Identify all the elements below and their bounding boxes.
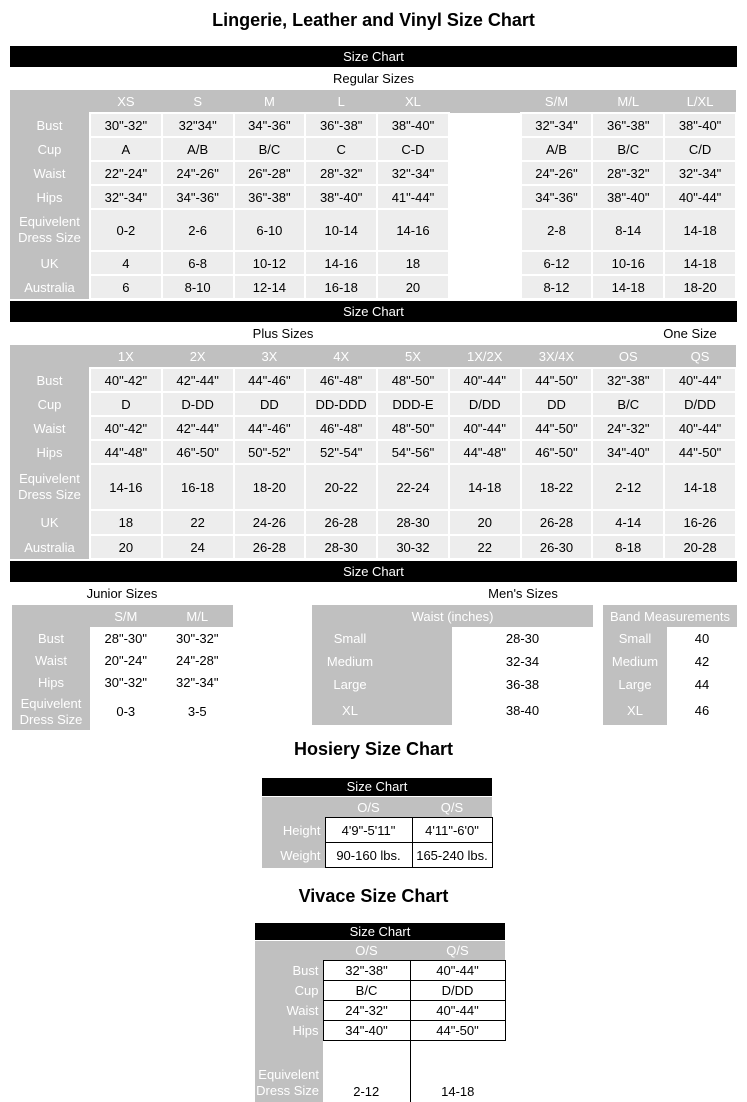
cell-value: 34"-36": [162, 185, 234, 209]
junior-sizes-table: [12, 605, 233, 730]
cell-value: 2-12: [592, 464, 664, 510]
size-chart-bar-hosiery: [262, 778, 492, 796]
column-header: O/S: [323, 941, 410, 961]
cell-value: 32"-38": [323, 961, 410, 981]
cell-value: 40"-42": [90, 368, 162, 392]
cell-value: 18: [377, 251, 449, 275]
table-corner: [10, 345, 90, 368]
spacer-cell: [410, 1041, 505, 1066]
size-chart-bar-regular: [10, 46, 737, 67]
size-chart-bar-vivace: [255, 923, 505, 940]
table-row: [10, 137, 736, 161]
cell-value: 24"-26": [162, 161, 234, 185]
table-row: [603, 627, 737, 650]
junior-mens-tables: [10, 605, 737, 727]
cell-value: 22: [449, 535, 521, 559]
table-row: [10, 275, 736, 299]
cell-value: 48"-50": [377, 416, 449, 440]
row-label: Waist: [10, 161, 90, 185]
column-header: 4X: [305, 345, 377, 368]
table-row: [12, 649, 233, 671]
cell-value: 40"-44": [664, 185, 736, 209]
cell-value: B/C: [234, 137, 306, 161]
cell-value: 20: [377, 275, 449, 299]
table-row: [10, 392, 736, 416]
row-label: Small: [312, 627, 452, 650]
gap-cell: [449, 209, 521, 251]
header-row: [10, 90, 736, 113]
cell-value: B/C: [592, 392, 664, 416]
gap-cell: [449, 137, 521, 161]
cell-value: 20"-24": [90, 649, 162, 671]
mens-sizes-label: Men's Sizes: [488, 586, 558, 601]
cell-value: C-D: [377, 137, 449, 161]
row-label: Weight: [262, 843, 325, 868]
cell-value: 42"-44": [162, 368, 234, 392]
cell-value: 46"-48": [305, 368, 377, 392]
cell-value: 44"-50": [521, 368, 593, 392]
table-corner: [255, 941, 323, 961]
cell-value: 32"-34": [377, 161, 449, 185]
cell-value: 20: [90, 535, 162, 559]
table-row: [10, 535, 736, 559]
cell-value: 14-16: [377, 209, 449, 251]
column-header: M/L: [592, 90, 664, 113]
row-label: Bust: [255, 961, 323, 981]
cell-value: 26-28: [234, 535, 306, 559]
table-row: [10, 368, 736, 392]
junior-sizes-label: Junior Sizes: [86, 586, 158, 601]
hosiery-title: Hosiery Size Chart: [293, 739, 454, 759]
row-label: Australia: [10, 275, 90, 299]
cell-value: B/C: [592, 137, 664, 161]
cell-value: 14-18: [592, 275, 664, 299]
cell-value: 6-12: [521, 251, 593, 275]
row-label: Waist: [12, 649, 90, 671]
cell-value: 2-6: [162, 209, 234, 251]
cell-value: 26"-28": [234, 161, 306, 185]
header-row: [12, 605, 233, 627]
cell-value: 30"-32": [90, 671, 162, 693]
cell-value: 18-22: [521, 464, 593, 510]
column-header: Waist (inches): [312, 605, 593, 627]
size-chart-bar-label: Size Chart: [349, 924, 411, 939]
hosiery-size-chart-section: [10, 778, 737, 868]
cell-value: C/D: [664, 137, 736, 161]
cell-value: 38"-40": [592, 185, 664, 209]
column-header: 5X: [377, 345, 449, 368]
row-label: Bust: [10, 113, 90, 137]
cell-value: 22"-24": [90, 161, 162, 185]
cell-value: 32"-34": [90, 185, 162, 209]
cell-value: 24: [162, 535, 234, 559]
header-row: [255, 941, 505, 961]
cell-value: 42"-44": [162, 416, 234, 440]
cell-value: 20-22: [305, 464, 377, 510]
cell-value: 54"-56": [377, 440, 449, 464]
table-row: [10, 113, 736, 137]
table-row: [255, 1021, 505, 1041]
cell-value: 10-14: [305, 209, 377, 251]
cell-value: DD: [234, 392, 306, 416]
column-header: QS: [664, 345, 736, 368]
row-label: Large: [603, 673, 667, 696]
cell-value: A/B: [521, 137, 593, 161]
row-label: Bust: [10, 368, 90, 392]
cell-value: 26-28: [305, 510, 377, 535]
row-label: Hips: [255, 1021, 323, 1041]
table-row: [10, 440, 736, 464]
cell-value: 10-16: [592, 251, 664, 275]
cell-value: 46: [667, 696, 737, 725]
table-row: [12, 627, 233, 649]
cell-value: 16-18: [162, 464, 234, 510]
table-corner: [262, 797, 325, 818]
row-label: Medium: [603, 650, 667, 673]
table-row: [603, 673, 737, 696]
column-header: S: [162, 90, 234, 113]
mens-waist-table: [312, 605, 593, 725]
plus-sizes-table: [10, 345, 737, 560]
cell-value: 38"-40": [664, 113, 736, 137]
cell-value: 46"-50": [162, 440, 234, 464]
cell-value: 34"-40": [592, 440, 664, 464]
column-header: O/S: [325, 797, 412, 818]
size-chart-bar-junior-mens: [10, 561, 737, 582]
row-label: Cup: [10, 392, 90, 416]
page-title: Lingerie, Leather and Vinyl Size Chart: [212, 10, 535, 30]
spacer-cell: [323, 1041, 410, 1066]
row-label: Bust: [12, 627, 90, 649]
table-row: [312, 696, 593, 725]
row-label: Equivelent Dress Size: [12, 693, 90, 730]
lingerie-size-chart-section: [10, 46, 737, 727]
spacer-row: [255, 1041, 505, 1066]
cell-value: D/DD: [664, 392, 736, 416]
column-header: M: [234, 90, 306, 113]
column-header: M/L: [162, 605, 234, 627]
row-label: UK: [10, 251, 90, 275]
cell-value: C: [305, 137, 377, 161]
cell-value: DD: [521, 392, 593, 416]
cell-value: 24"-26": [521, 161, 593, 185]
cell-value: 28"-30": [90, 627, 162, 649]
cell-value: 32"-38": [592, 368, 664, 392]
cell-value: 14-18: [410, 1065, 505, 1102]
column-header: XS: [90, 90, 162, 113]
cell-value: 14-18: [449, 464, 521, 510]
cell-value: D/DD: [410, 981, 505, 1001]
cell-value: 42: [667, 650, 737, 673]
cell-value: A: [90, 137, 162, 161]
table-row: [12, 671, 233, 693]
table-row: [603, 650, 737, 673]
cell-value: 8-18: [592, 535, 664, 559]
table-row: [10, 251, 736, 275]
cell-value: 40"-44": [449, 416, 521, 440]
cell-value: 40"-44": [410, 1001, 505, 1021]
cell-value: 46"-50": [521, 440, 593, 464]
cell-value: 52"-54": [305, 440, 377, 464]
cell-value: 26-28: [521, 510, 593, 535]
cell-value: 14-18: [664, 251, 736, 275]
cell-value: 14-16: [90, 464, 162, 510]
table-row: [10, 161, 736, 185]
cell-value: 44"-48": [449, 440, 521, 464]
cell-value: 40: [667, 627, 737, 650]
column-header: S/M: [521, 90, 593, 113]
cell-value: 28"-32": [305, 161, 377, 185]
table-row: [12, 693, 233, 730]
cell-value: 36"-38": [305, 113, 377, 137]
cell-value: 28"-32": [592, 161, 664, 185]
gap-cell: [449, 185, 521, 209]
cell-value: 30"-32": [162, 627, 234, 649]
row-label: XL: [312, 696, 452, 725]
cell-value: 32"-34": [664, 161, 736, 185]
size-chart-bar-label: Size Chart: [343, 564, 404, 579]
row-label: Cup: [255, 981, 323, 1001]
cell-value: 36"-38": [592, 113, 664, 137]
cell-value: 26-30: [521, 535, 593, 559]
cell-value: 16-18: [305, 275, 377, 299]
table-row: [10, 185, 736, 209]
table-row: [10, 416, 736, 440]
cell-value: 44: [667, 673, 737, 696]
row-label: Equivelent Dress Size: [10, 209, 90, 251]
row-label: Equivelent Dress Size: [255, 1065, 323, 1102]
gap-column-header: [449, 90, 521, 113]
column-header: 1X/2X: [449, 345, 521, 368]
header-row: [10, 345, 736, 368]
junior-mens-band: [10, 583, 737, 605]
cell-value: 24"-32": [323, 1001, 410, 1021]
cell-value: 20: [449, 510, 521, 535]
vivace-title: Vivace Size Chart: [298, 886, 449, 906]
plus-sizes-band: [10, 323, 737, 345]
row-label: Hips: [10, 440, 90, 464]
cell-value: 36"-38": [234, 185, 306, 209]
cell-value: 18-20: [234, 464, 306, 510]
regular-sizes-label: Regular Sizes: [333, 71, 414, 86]
column-header: L: [305, 90, 377, 113]
row-label: Medium: [312, 650, 452, 673]
gap-cell: [449, 161, 521, 185]
table-corner: [10, 90, 90, 113]
column-header: OS: [592, 345, 664, 368]
cell-value: 44"-50": [664, 440, 736, 464]
row-label: Waist: [10, 416, 90, 440]
cell-value: 44"-50": [410, 1021, 505, 1041]
row-label: Hips: [12, 671, 90, 693]
row-label: Small: [603, 627, 667, 650]
header-row: [262, 797, 492, 818]
table-row: [312, 673, 593, 696]
cell-value: 48"-50": [377, 368, 449, 392]
cell-value: 32-34: [452, 650, 593, 673]
cell-value: 18: [90, 510, 162, 535]
table-row: [312, 627, 593, 650]
cell-value: 14-18: [664, 464, 736, 510]
cell-value: 46"-48": [305, 416, 377, 440]
cell-value: 20-28: [664, 535, 736, 559]
vivace-table: [255, 941, 506, 1102]
cell-value: 2-12: [323, 1065, 410, 1102]
cell-value: 38"-40": [377, 113, 449, 137]
column-header: 2X: [162, 345, 234, 368]
table-row: [312, 650, 593, 673]
cell-value: 30-32: [377, 535, 449, 559]
gap-cell: [449, 251, 521, 275]
cell-value: 44"-50": [521, 416, 593, 440]
row-label: Large: [312, 673, 452, 696]
column-header: Band Measurements: [603, 605, 737, 627]
cell-value: 22: [162, 510, 234, 535]
cell-value: 40"-42": [90, 416, 162, 440]
cell-value: 34"-36": [521, 185, 593, 209]
cell-value: A/B: [162, 137, 234, 161]
cell-value: 24-26: [234, 510, 306, 535]
cell-value: D/DD: [449, 392, 521, 416]
cell-value: B/C: [323, 981, 410, 1001]
spacer-label: [255, 1041, 323, 1066]
cell-value: 34"-40": [323, 1021, 410, 1041]
cell-value: 14-18: [664, 209, 736, 251]
row-label: Waist: [255, 1001, 323, 1021]
size-chart-page: [0, 8, 737, 1102]
vivace-size-chart-section: [10, 923, 737, 1102]
row-label: Cup: [10, 137, 90, 161]
regular-sizes-table: [10, 90, 737, 300]
column-header: 1X: [90, 345, 162, 368]
cell-value: 40"-44": [664, 416, 736, 440]
column-header: S/M: [90, 605, 162, 627]
row-label: Hips: [10, 185, 90, 209]
column-header: Q/S: [412, 797, 492, 818]
cell-value: 28-30: [452, 627, 593, 650]
cell-value: 2-8: [521, 209, 593, 251]
cell-value: 38-40: [452, 696, 593, 725]
cell-value: D-DD: [162, 392, 234, 416]
cell-value: 50"-52": [234, 440, 306, 464]
size-chart-bar-label: Size Chart: [343, 304, 404, 319]
cell-value: 4-14: [592, 510, 664, 535]
plus-sizes-label: Plus Sizes: [252, 326, 314, 341]
header-row: [603, 605, 737, 627]
cell-value: 6-8: [162, 251, 234, 275]
cell-value: 32"-34": [162, 671, 234, 693]
size-chart-bar-label: Size Chart: [346, 779, 408, 794]
size-chart-bar-plus: [10, 301, 737, 322]
cell-value: 16-26: [664, 510, 736, 535]
cell-value: DDD-E: [377, 392, 449, 416]
cell-value: 22-24: [377, 464, 449, 510]
cell-value: 24"-28": [162, 649, 234, 671]
cell-value: 8-14: [592, 209, 664, 251]
gap-cell: [449, 275, 521, 299]
cell-value: 6: [90, 275, 162, 299]
gap-cell: [449, 113, 521, 137]
cell-value: 12-14: [234, 275, 306, 299]
table-row: [10, 209, 736, 251]
table-row: [255, 1065, 505, 1102]
table-row: [10, 464, 736, 510]
cell-value: 44"-46": [234, 416, 306, 440]
row-label: Australia: [10, 535, 90, 559]
cell-value: 44"-48": [90, 440, 162, 464]
cell-value: 36-38: [452, 673, 593, 696]
cell-value: 28-30: [377, 510, 449, 535]
cell-value: 4'9"-5'11": [325, 818, 412, 843]
column-header: 3X: [234, 345, 306, 368]
cell-value: 24"-32": [592, 416, 664, 440]
cell-value: 10-12: [234, 251, 306, 275]
column-header: 3X/4X: [521, 345, 593, 368]
cell-value: 28-30: [305, 535, 377, 559]
hosiery-table: [262, 797, 493, 868]
cell-value: D: [90, 392, 162, 416]
cell-value: 3-5: [162, 693, 234, 730]
cell-value: 90-160 lbs.: [325, 843, 412, 868]
table-corner: [12, 605, 90, 627]
row-label: Equivelent Dress Size: [10, 464, 90, 510]
cell-value: 38"-40": [305, 185, 377, 209]
cell-value: 32"34": [162, 113, 234, 137]
cell-value: 4'11"-6'0": [412, 818, 492, 843]
table-row: [255, 981, 505, 1001]
cell-value: 40"-44": [410, 961, 505, 981]
cell-value: 18-20: [664, 275, 736, 299]
table-row: [603, 696, 737, 725]
cell-value: 44"-46": [234, 368, 306, 392]
mens-band-table: [603, 605, 737, 725]
cell-value: 41"-44": [377, 185, 449, 209]
cell-value: 8-10: [162, 275, 234, 299]
table-row: [255, 1001, 505, 1021]
cell-value: 4: [90, 251, 162, 275]
column-header: Q/S: [410, 941, 505, 961]
header-row: [312, 605, 593, 627]
regular-sizes-band: [10, 68, 737, 90]
cell-value: 0-3: [90, 693, 162, 730]
cell-value: DD-DDD: [305, 392, 377, 416]
row-label: XL: [603, 696, 667, 725]
cell-value: 6-10: [234, 209, 306, 251]
table-row: [255, 961, 505, 981]
cell-value: 0-2: [90, 209, 162, 251]
table-row: [262, 818, 492, 843]
cell-value: 40"-44": [449, 368, 521, 392]
row-label: UK: [10, 510, 90, 535]
cell-value: 32"-34": [521, 113, 593, 137]
cell-value: 40"-44": [664, 368, 736, 392]
cell-value: 34"-36": [234, 113, 306, 137]
cell-value: 14-16: [305, 251, 377, 275]
cell-value: 8-12: [521, 275, 593, 299]
one-size-label: One Size: [663, 326, 717, 341]
size-chart-bar-label: Size Chart: [343, 49, 404, 64]
column-header: L/XL: [664, 90, 736, 113]
row-label: Height: [262, 818, 325, 843]
cell-value: 30"-32": [90, 113, 162, 137]
table-row: [262, 843, 492, 868]
cell-value: 165-240 lbs.: [412, 843, 492, 868]
table-row: [10, 510, 736, 535]
column-header: XL: [377, 90, 449, 113]
